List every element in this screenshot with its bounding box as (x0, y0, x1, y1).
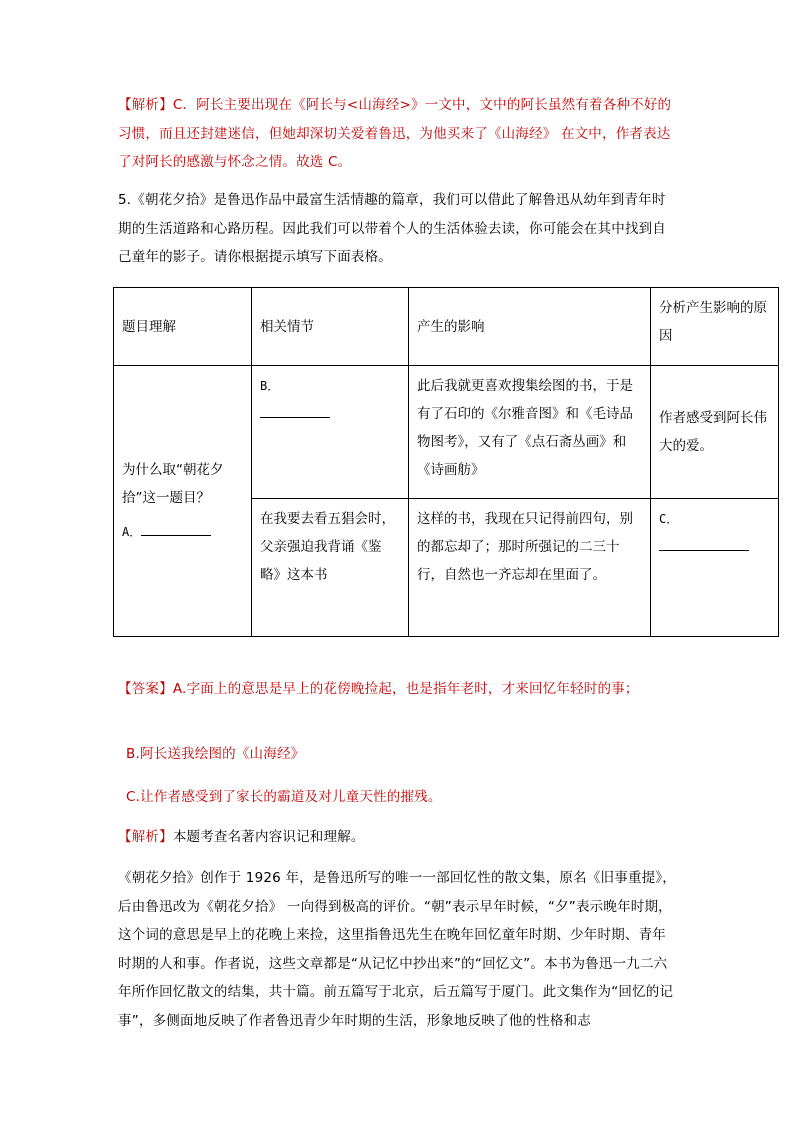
table-row (114, 366, 779, 499)
reason-cell: 作者感受到阿长伟大的爱。 (651, 366, 779, 499)
plot-cell: 在我要去看五猖会时，父亲强迫我背诵《鉴略》这本书 (252, 499, 409, 637)
blank-field-c[interactable] (659, 534, 749, 551)
analysis-text: C．阿长主要出现在《阿长与<山海经>》一文中，文中的阿长虽然有着各种不好的习惯，而且还封建迷信，但她却深切关爱着鲁迅，为他买来了《山海经》 在文中，作者表达了对阿长的感激与怀念之情。故选 C。 (118, 97, 672, 170)
analysis-paragraph-1 (118, 91, 678, 177)
header-cell: 相关情节 (252, 288, 409, 366)
table-header-row (114, 288, 779, 366)
plot-cell-b (252, 366, 409, 499)
header-cell: 题目理解 (114, 288, 252, 366)
answer-table (113, 287, 779, 637)
blank-label-b: B． (260, 379, 280, 393)
answer-a: A.字面上的意思是早上的花傍晚捡起，也是指年老时，才来回忆年轻时的事； (172, 681, 639, 697)
analysis-body: 《朝花夕拾》创作于 1926 年，是鲁迅所写的唯一一部回忆性的散文集，原名《旧事重提》，后由鲁迅改为《朝花夕拾》 一向得到极高的评价。“朝”表示早年时候，“夕”表示晚年时期，这个词的意思是早上的花晚上来捡，这里指鲁迅先生在晚年回忆童年时期、少年时期、青年时期的人和事。作者说，这些文章都是“从记忆中抄出来”的“回忆文”。本书为鲁迅一九二六年所作回忆散文的结集，共十篇。前五篇写于北京，后五篇写于厦门。此文集作为“回忆的记事”，多侧面地反映了作者鲁迅青少年时期的生活，形象地反映了他的性格和志 (118, 870, 676, 1029)
answer-label: 【答案】 (118, 681, 173, 697)
reason-cell-c (651, 499, 779, 637)
analysis-label: 【解析】 (118, 97, 173, 113)
title-question-cell (114, 366, 252, 637)
answer-line-c: C.让作者感受到了家长的霸道及对儿童天性的摧残。 (126, 789, 442, 805)
analysis-heading-2 (118, 823, 678, 852)
answer-b-line (260, 400, 400, 428)
header-cell: 分析产生影响的原因 (651, 288, 779, 366)
blank-label-a: A． (122, 525, 142, 539)
title-question: 为什么取“朝花夕拾”这一题目？ (122, 462, 224, 506)
effect-cell: 此后我就更喜欢搜集绘图的书，于是有了石印的《尔雅音图》和《毛诗品物图考》，又有了《点石斋丛画》和《诗画舫》 (409, 366, 651, 499)
question-5: 5.《朝花夕拾》是鲁迅作品中最富生活情趣的篇章，我们可以借此了解鲁迅从幼年到青年时期的生活道路和心路历程。因此我们可以带着个人的生活体验去读，你可能会在其中找到自己童年的影子。请你根据提示填写下面表格。 (118, 192, 666, 265)
answer-line-b: B.阿长送我绘图的《山海经》 (126, 746, 305, 762)
header-cell: 产生的影响 (409, 288, 651, 366)
answer-line-a (118, 675, 678, 704)
answer-c-line (659, 533, 770, 561)
blank-label-c: C． (659, 512, 679, 526)
effect-cell: 这样的书，我现在只记得前四句，别的都忘却了；那时所强记的二三十行，自然也一齐忘却在里面了。 (409, 499, 651, 637)
answer-a-line (122, 518, 243, 546)
blank-field-a[interactable] (141, 519, 211, 536)
analysis-label: 【解析】 (118, 829, 173, 845)
analysis-text: 本题考查名著内容识记和理解。 (172, 829, 365, 845)
blank-field-b[interactable] (260, 401, 330, 418)
